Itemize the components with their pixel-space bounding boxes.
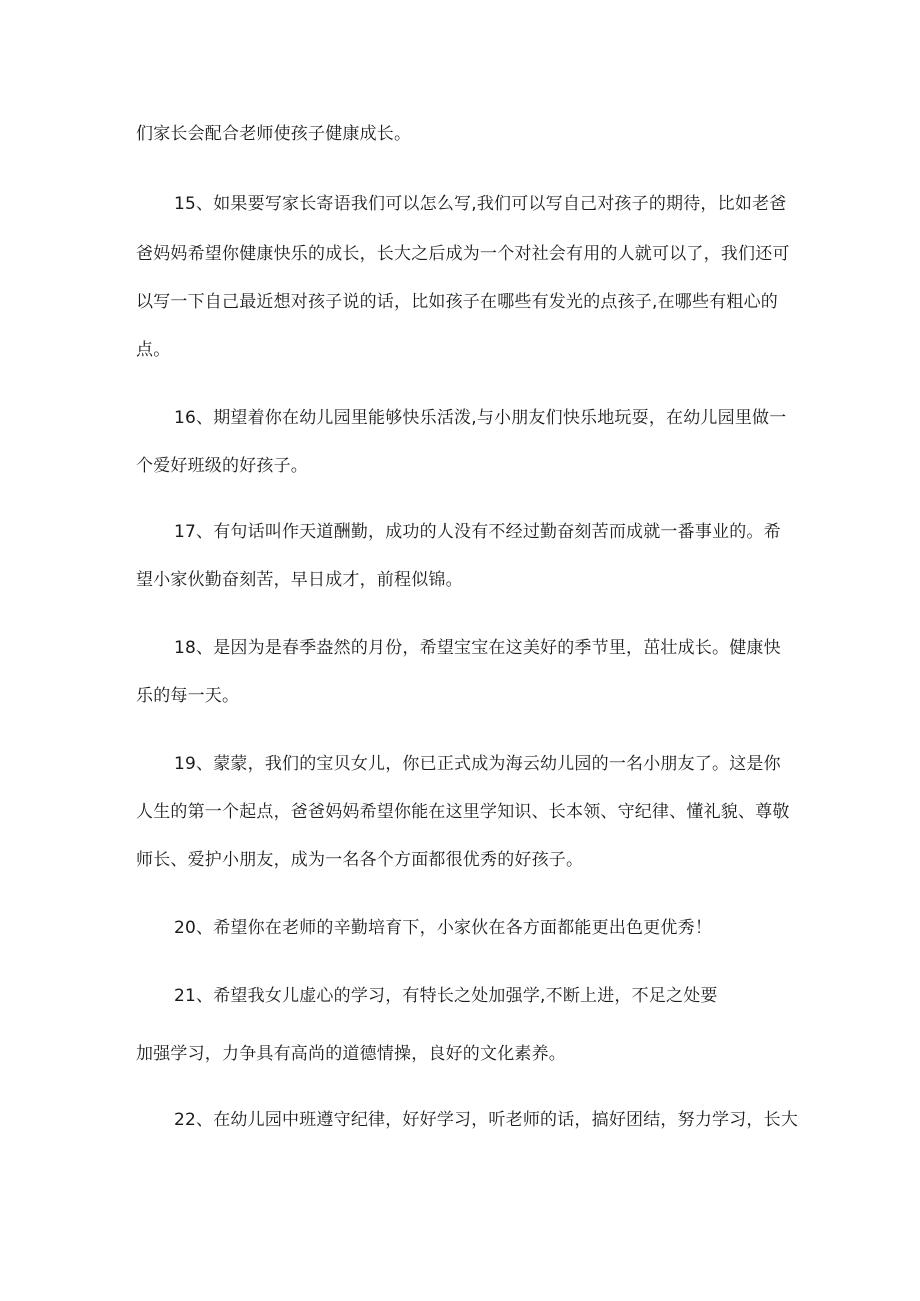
text-line: 点。 bbox=[136, 340, 171, 360]
text-line: 个爱好班级的好孩子。 bbox=[136, 456, 308, 476]
text-line: 18、是因为是春季盎然的月份，希望宝宝在这美好的季节里，茁壮成长。健康快 bbox=[174, 638, 781, 658]
text-line: 17、有句话叫作天道酬勤，成功的人没有不经过勤奋刻苦而成就一番事业的。希 bbox=[174, 522, 781, 542]
text-line: 22、在幼儿园中班遵守纪律，好好学习，听老师的话，搞好团结，努力学习，长大 bbox=[174, 1110, 799, 1130]
text-line: 加强学习，力争具有高尚的道德情操，良好的文化素养。 bbox=[136, 1044, 566, 1064]
text-line: 19、蒙蒙，我们的宝贝女儿，你已正式成为海云幼儿园的一名小朋友了。这是你 bbox=[174, 754, 781, 774]
text-line: 乐的每一天。 bbox=[136, 686, 240, 706]
text-line: 16、期望着你在幼儿园里能够快乐活泼,与小朋友们快乐地玩耍，在幼儿园里做一 bbox=[174, 408, 787, 428]
text-line: 21、希望我女儿虚心的学习，有特长之处加强学,不断上进，不足之处要 bbox=[174, 986, 718, 1006]
text-line: 望小家伙勤奋刻苦，早日成才，前程似锦。 bbox=[136, 570, 463, 590]
text-line: 以写一下自己最近想对孩子说的话，比如孩子在哪些有发光的点孩子,在哪些有粗心的 bbox=[136, 292, 779, 312]
text-line: 人生的第一个起点，爸爸妈妈希望你能在这里学知识、长本领、守纪律、懂礼貌、尊敬 bbox=[136, 802, 790, 822]
text-line: 师长、爱护小朋友，成为一名各个方面都很优秀的好孩子。 bbox=[136, 850, 584, 870]
text-line: 们家长会配合老师使孩子健康成长。 bbox=[136, 124, 412, 144]
text-line: 爸妈妈希望你健康快乐的成长，长大之后成为一个对社会有用的人就可以了，我们还可 bbox=[136, 244, 790, 264]
text-line: 15、如果要写家长寄语我们可以怎么写,我们可以写自己对孩子的期待，比如老爸 bbox=[174, 194, 787, 214]
text-line: 20、希望你在老师的辛勤培育下，小家伙在各方面都能更出色更优秀！ bbox=[174, 918, 713, 938]
